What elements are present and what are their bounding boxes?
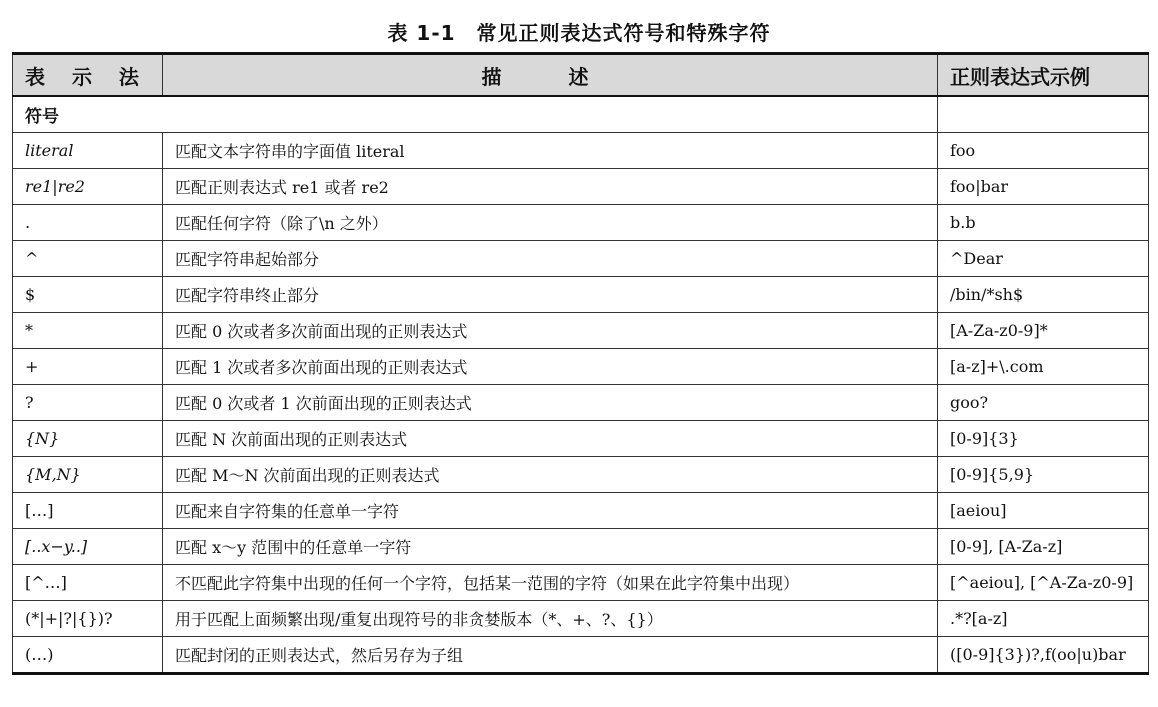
table-row [13,133,1149,169]
notation-cell: [^…] [13,565,163,601]
example-cell: [aeiou] [938,493,1149,529]
description-cell: 匹配字符串起始部分 [163,241,938,277]
example-cell: /bin/*sh$ [938,277,1149,313]
description-cell: 不匹配此字符集中出现的任何一个字符，包括某一范围的字符（如果在此字符集中出现） [163,565,938,601]
description-cell: 匹配任何字符（除了\n 之外） [163,205,938,241]
example-cell: [a-z]+\.com [938,349,1149,385]
description-cell: 匹配 N 次前面出现的正则表达式 [163,421,938,457]
table-row [13,205,1149,241]
notation-cell: {N} [13,421,163,457]
table-row [13,529,1149,565]
section-row [13,96,1149,133]
notation-cell: re1|re2 [13,169,163,205]
notation-cell: [..x−y..] [13,529,163,565]
section-empty-cell [938,96,1149,133]
example-cell: [A-Za-z0-9]* [938,313,1149,349]
section-label: 符号 [13,96,938,133]
example-cell: ([0-9]{3})?,f(oo|u)bar [938,637,1149,674]
notation-cell: . [13,205,163,241]
example-cell: [0-9]{5,9} [938,457,1149,493]
example-cell: foo|bar [938,169,1149,205]
table-row [13,241,1149,277]
notation-cell: ^ [13,241,163,277]
example-cell: [0-9], [A-Za-z] [938,529,1149,565]
table-row [13,385,1149,421]
example-cell: foo [938,133,1149,169]
table-row [13,565,1149,601]
regex-symbols-table [12,52,1149,675]
notation-cell: […] [13,493,163,529]
description-cell: 用于匹配上面频繁出现/重复出现符号的非贪婪版本（*、+、?、{}） [163,601,938,637]
header-row [13,54,1149,97]
table-row [13,457,1149,493]
example-cell: b.b [938,205,1149,241]
notation-cell: literal [13,133,163,169]
description-cell: 匹配来自字符集的任意单一字符 [163,493,938,529]
example-cell: [^aeiou], [^A-Za-z0-9] [938,565,1149,601]
notation-cell: ? [13,385,163,421]
description-cell: 匹配文本字符串的字面值 literal [163,133,938,169]
notation-cell: (*|+|?|{})? [13,601,163,637]
header-description: 描 述 [163,54,938,97]
example-cell: [0-9]{3} [938,421,1149,457]
table-row [13,493,1149,529]
description-cell: 匹配字符串终止部分 [163,277,938,313]
notation-cell: {M,N} [13,457,163,493]
header-notation: 表 示 法 [13,54,163,97]
notation-cell: $ [13,277,163,313]
table-row [13,421,1149,457]
table-row [13,169,1149,205]
table-row [13,601,1149,637]
description-cell: 匹配 0 次或者 1 次前面出现的正则表达式 [163,385,938,421]
header-example: 正则表达式示例 [938,54,1149,97]
notation-cell: (…) [13,637,163,674]
table-caption: 表 1-1 常见正则表达式符号和特殊字符 [387,21,771,45]
example-cell: ^Dear [938,241,1149,277]
example-cell: goo? [938,385,1149,421]
description-cell: 匹配封闭的正则表达式，然后另存为子组 [163,637,938,674]
table-row [13,349,1149,385]
example-cell: .*?[a-z] [938,601,1149,637]
description-cell: 匹配 1 次或者多次前面出现的正则表达式 [163,349,938,385]
table-row [13,277,1149,313]
description-cell: 匹配 M～N 次前面出现的正则表达式 [163,457,938,493]
description-cell: 匹配 0 次或者多次前面出现的正则表达式 [163,313,938,349]
notation-cell: + [13,349,163,385]
table-row [13,637,1149,674]
description-cell: 匹配正则表达式 re1 或者 re2 [163,169,938,205]
description-cell: 匹配 x～y 范围中的任意单一字符 [163,529,938,565]
notation-cell: * [13,313,163,349]
table-row [13,313,1149,349]
